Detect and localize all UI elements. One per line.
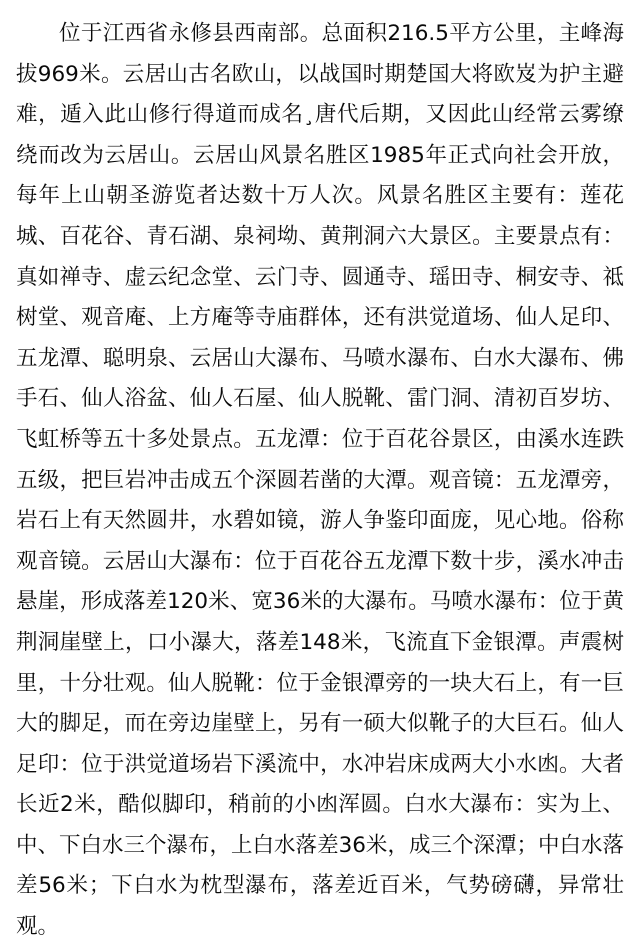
document-body-paragraph: 位于江西省永修县西南部。总面积216.5平方公里，主峰海拔969米。云居山古名欧山，以战国时期楚国大将欧岌为护主避难，遁入此山修行得道而成名¸唐代后期，又因此山经常云雾缭绕而改为云居山。云居山风景名胜区1985年正式向社会开放，每年上山朝圣游览者达数十万人次。风景名胜区主要有：莲花城、百花谷、青石湖、泉祠坳、黄荆洞六大景区。主要景点有：真如禅寺、虚云纪念堂、云门寺、圆通寺、瑶田寺、桐安寺、祗树堂、观音庵、上方庵等寺庙群体，还有洪觉道场、仙人足印、五龙潭、聪明泉、云居山大瀑布、马喷水瀑布、白水大瀑布、佛手石、仙人浴盆、仙人石屋、仙人脱靴、雷门洞、清初百岁坊、飞虹桥等五十多处景点。五龙潭：位于百花谷景区，由溪水连跌五级，把巨岩冲击成五个深圆若凿的大潭。观音镜：五龙潭旁，岩石上有天然圆井，水碧如镜，游人争鉴印面庞，见心地。俗称观音镜。云居山大瀑布：位于百花谷五龙潭下数十步，溪水冲击悬崖，形成落差120米、宽36米的大瀑布。马喷水瀑布：位于黄荆洞崖壁上，口小瀑大，落差148米，飞流直下金银潭。声震树里，十分壮观。仙人脱靴：位于金银潭旁的一块大石上，有一巨大的脚足，而在旁边崖壁上，另有一硕大似靴子的大巨石。仙人足印：位于洪觉道场岩下溪流中，水冲岩床成两大小水凼。大者长近2米，酷似脚印，稍前的小凼浑圆。白水大瀑布：实为上、中、下白水三个瀑布，上白水落差36米，成三个深潭；中白水落差56米；下白水为枕型瀑布，落差近百米，气势磅礴，异常壮观。 xyxy=(16,21,624,940)
